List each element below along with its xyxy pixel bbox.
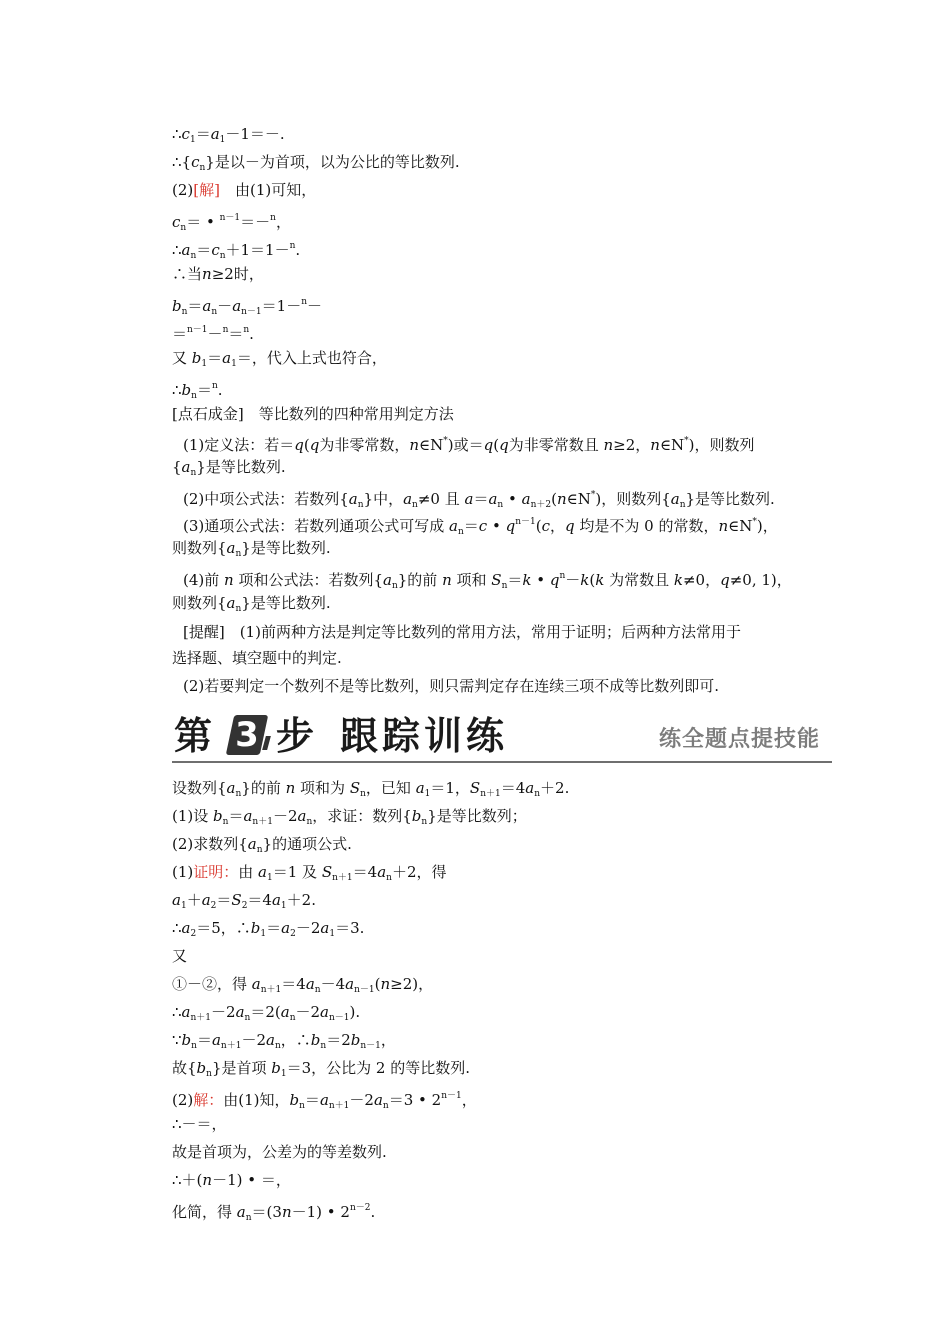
reminder-line1: [提醒] (1)前两种方法是判定等比数列的常用方法，常用于证明；后两种方法常用于 — [183, 623, 741, 641]
method-definition: (1)定义法：若＝q(q为非零常数，n∈N*)或＝q(q为非零常数且 n≥2，n∈N*)，则数列 — [183, 436, 755, 454]
problem-part1: (1)设 $b_n=a_{n+1}-2a_n$，求证：数列$\{b_n\}$是等比数列； — [172, 807, 527, 827]
banner-subtitle: 练全题点提技能 — [658, 727, 820, 752]
solution-tag-2: 解： — [193, 1091, 224, 1109]
line-cn-geometric: $\therefore\{c_n\}$是以－为首项，以为公比的等比数列. — [172, 153, 460, 173]
line-an-formula: $\therefore a_n=c_n+1=1-^n$. — [172, 241, 301, 261]
line-cn-formula: $c_n=$ • $^{n-1}$＝－$^n$， — [172, 213, 291, 233]
solution-result: 化简，得 $a_n=(3n-1)$ • $2^{n-2}$. — [172, 1203, 376, 1223]
line-bn-diff: $b_n=a_n-a_{n-1}=1-^n-$ — [172, 297, 323, 317]
problem-statement: 设数列$\{a_n\}$的前 n 项和为 $S_n$，已知 $a_1=1$，$S_{n+1}=4a_n+2$. — [172, 779, 570, 799]
proof-subtract: ①－②，得 $a_{n+1}=4a_n-4a_{n-1}(n\ge 2)$， — [172, 975, 434, 995]
solution-start: (2)解：由(1)知，$b_n=a_{n+1}-2a_n=3$ • $2^{n-1}$， — [172, 1091, 477, 1111]
problem-part2: (2)求数列$\{a_n\}$的通项公式. — [172, 835, 352, 855]
tips-heading: [点石成金] 等比数列的四种常用判定方法 — [172, 405, 454, 423]
banner-step-number: 3 — [226, 715, 269, 755]
reminder-line2: 选择题、填空题中的判定. — [172, 649, 342, 667]
line-bn-simplify: ＝$^{n-1}$－$^n$＝$^n$. — [172, 325, 254, 343]
therefore-symbol: ∴ — [172, 125, 182, 143]
method-general-term-cont: 则数列$\{a_n\}$是等比数列. — [172, 539, 331, 559]
proof-conclusion: 故$\{b_n\}$是首项 $b_1=3$，公比为 2 的等比数列. — [172, 1059, 471, 1079]
proof-a1-a2: $a_1+a_2=S_2=4a_1+2$. — [172, 891, 316, 911]
proof-start: (1)证明：由 $a_1=1$ 及 $S_{n+1}=4a_n+2$，得 — [172, 863, 447, 883]
line-part2-solution: (2)[解] 由(1)可知， — [172, 181, 317, 199]
banner-title: 跟踪训练 — [340, 714, 509, 758]
method-definition-cont: $\{a_n\}$是等比数列. — [172, 458, 286, 478]
proof-tag: 证明： — [193, 863, 239, 881]
proof-because: $\because b_n=a_{n+1}-2a_n$，$\therefore b_n=2b_{n-1}$， — [172, 1031, 396, 1051]
banner-bu: 步 — [276, 714, 315, 758]
method-partial-sum: (4)前 n 项和公式法：若数列$\{a_n\}$的前 n 项和 $S_n=k$ • $q^n-k(k$ 为常数且 k≠0，q≠0, 1)， — [183, 571, 792, 591]
proof-rearrange: $\therefore a_{n+1}-2a_n=2(a_n-2a_{n-1})$. — [172, 1003, 361, 1023]
line-b1-check: 又 $b_1=a_1=$，代入上式也符合， — [172, 349, 387, 369]
solution-ratio: ∴－＝， — [172, 1115, 227, 1133]
method-general-term: (3)通项公式法：若数列通项公式可写成 $a_n=c$ • $q^{n-1}(c$，q 均是不为 0 的常数，n∈N*)， — [183, 517, 778, 537]
solution-arithmetic: 故是首项为，公差为的等差数列. — [172, 1143, 387, 1161]
banner-underline — [172, 761, 832, 763]
method-partial-sum-cont: 则数列$\{a_n\}$是等比数列. — [172, 594, 331, 614]
banner-di: 第 — [174, 714, 213, 758]
section-banner — [172, 712, 832, 766]
solution-tag: [解] — [193, 181, 220, 199]
line-c1: $\therefore c_1=a_1-1=-$. — [172, 125, 285, 145]
line-n-ge-2: ∴当n≥2时， — [172, 265, 264, 283]
method-middle-term: (2)中项公式法：若数列$\{a_n\}$中，$a_n\ne 0$ 且 $a=a_n$ • $a_{n+2}(n\in N^*)$，则数列$\{a_n\}$是等比数列. — [183, 490, 775, 510]
line-bn-result: $\therefore b_n=^n$. — [172, 381, 223, 401]
proof-a2-b1: $\therefore a_2=5$，$\therefore b_1=a_2-2a_1=3$. — [172, 919, 365, 939]
reminder-line3: (2)若要判定一个数列不是等比数列，则只需判定存在连续三项不成等比数列即可. — [183, 677, 720, 695]
solution-formula: ∴＋(n－1) • ＝， — [172, 1171, 291, 1189]
proof-also: 又 — [172, 947, 188, 965]
